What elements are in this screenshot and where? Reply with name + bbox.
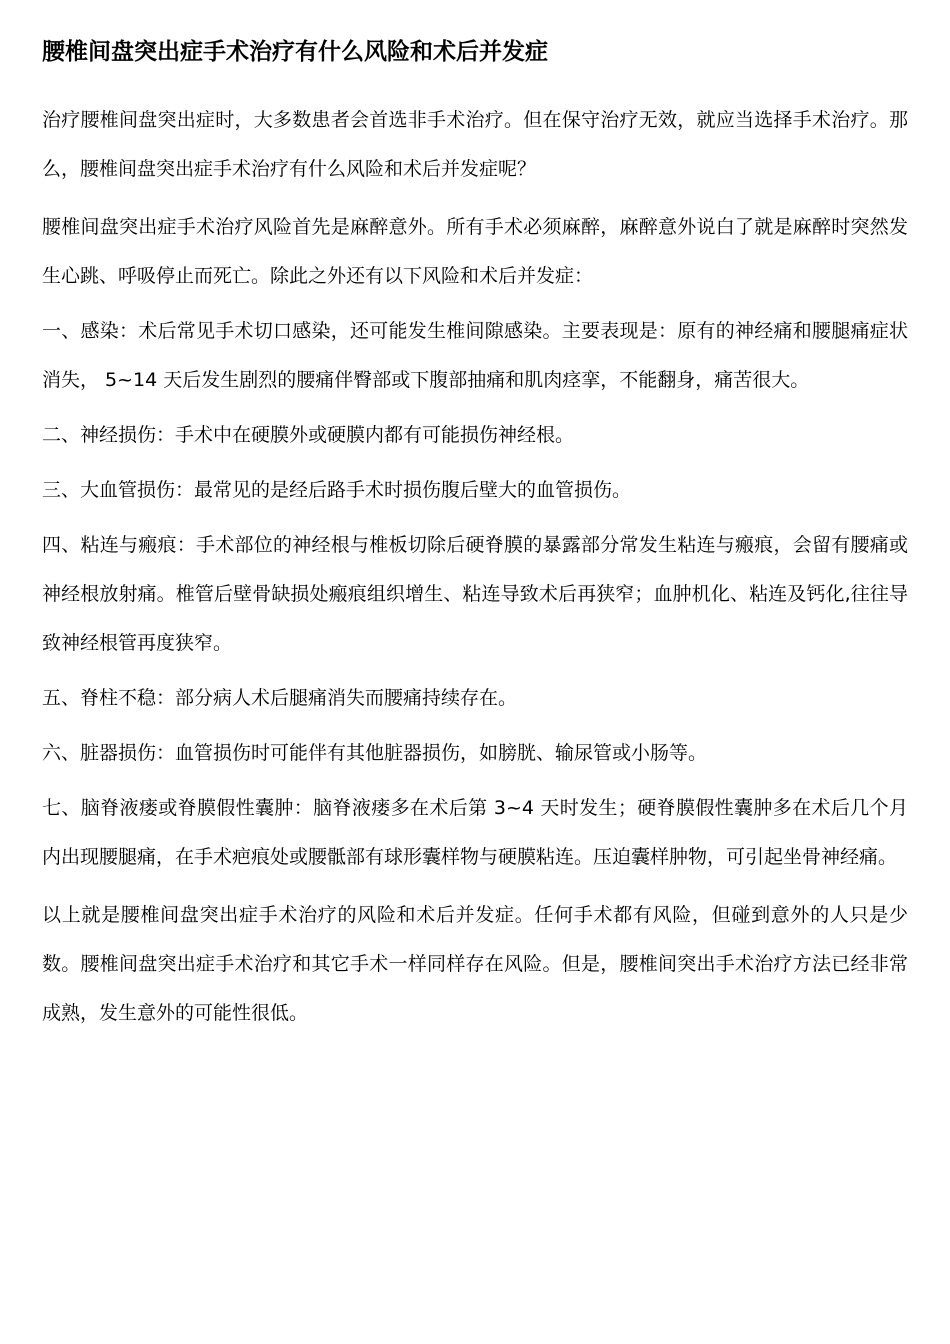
- article-title: 腰椎间盘突出症手术治疗有什么风险和术后并发症: [42, 39, 548, 65]
- paragraph-vessel-injury: 三、大血管损伤：最常见的是经后路手术时损伤腹后壁大的血管损伤。: [42, 479, 632, 501]
- paragraph-csf-leak: 七、脑脊液瘘或脊膜假性囊肿：脑脊液瘘多在术后第 3~4 天时发生；硬脊膜假性囊肿多在术后几个月内出现腰腿痛，在手术疤痕处或腰骶部有球形囊样物与硬膜粘连。压迫囊样肿物，可引起坐骨神经痛。: [42, 797, 908, 868]
- paragraph-anesthesia-risk: 腰椎间盘突出症手术治疗风险首先是麻醉意外。所有手术必须麻醉，麻醉意外说白了就是麻醉时突然发生心跳、呼吸停止而死亡。除此之外还有以下风险和术后并发症：: [42, 216, 908, 287]
- paragraph-nerve-injury: 二、神经损伤：手术中在硬膜外或硬膜内都有可能损伤神经根。: [42, 424, 575, 446]
- article: [42, 0, 908, 1038]
- paragraph-conclusion: 以上就是腰椎间盘突出症手术治疗的风险和术后并发症。任何手术都有风险，但碰到意外的人只是少数。腰椎间盘突出症手术治疗和其它手术一样同样存在风险。但是，腰椎间突出手术治疗方法已经非常成熟，发生意外的可能性很低。: [42, 904, 908, 1024]
- paragraph-adhesion-scar: 四、粘连与瘢痕：手术部位的神经根与椎板切除后硬脊膜的暴露部分常发生粘连与瘢痕，会留有腰痛或神经根放射痛。椎管后壁骨缺损处瘢痕组织增生、粘连导致术后再狭窄；血肿机化、粘连及钙化,往往导致神经根管再度狭窄。: [42, 534, 908, 654]
- paragraph-spinal-instability: 五、脊柱不稳：部分病人术后腿痛消失而腰痛持续存在。: [42, 687, 518, 709]
- paragraph-intro: 治疗腰椎间盘突出症时，大多数患者会首选非手术治疗。但在保守治疗无效，就应当选择手术治疗。那么，腰椎间盘突出症手术治疗有什么风险和术后并发症呢？: [42, 109, 908, 180]
- paragraph-organ-injury: 六、脏器损伤：血管损伤时可能伴有其他脏器损伤，如膀胱、输尿管或小肠等。: [42, 742, 708, 764]
- paragraph-infection: 一、感染：术后常见手术切口感染，还可能发生椎间隙感染。主要表现是：原有的神经痛和腰腿痛症状消失， 5~14 天后发生剧烈的腰痛伴臀部或下腹部抽痛和肌肉痉挛，不能翻身，痛苦很大。: [42, 320, 908, 391]
